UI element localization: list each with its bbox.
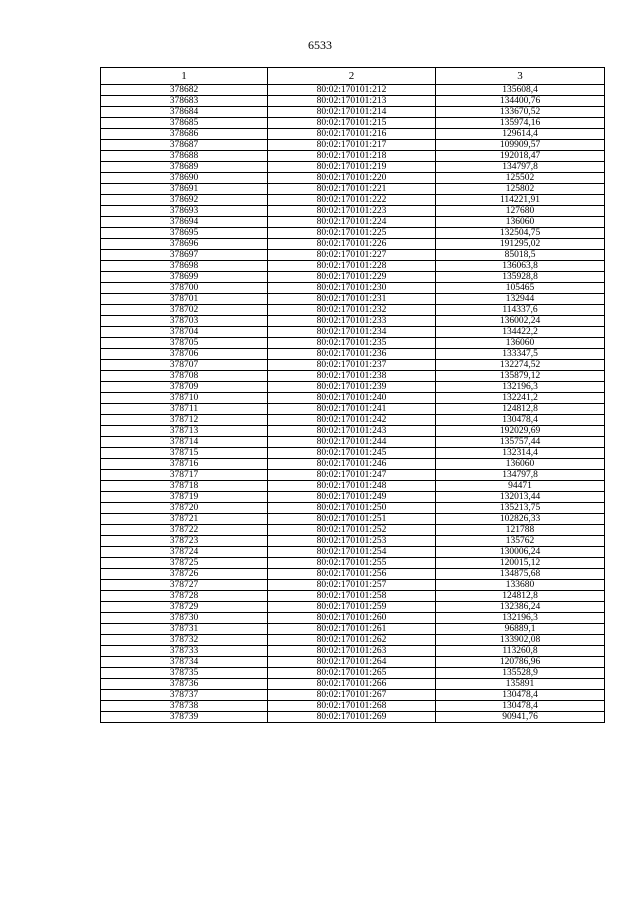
row-number-cell: 378682 — [101, 85, 268, 96]
table-row — [101, 118, 605, 129]
cadastral-number-cell: 80:02:170101:251 — [268, 514, 436, 525]
cadastral-number-cell: 80:02:170101:237 — [268, 360, 436, 371]
cadastral-value-cell: 191295,02 — [436, 239, 605, 250]
table-row — [101, 261, 605, 272]
cadastral-value-cell: 132274,52 — [436, 360, 605, 371]
cadastral-value-cell: 136060 — [436, 217, 605, 228]
cadastral-number-cell: 80:02:170101:265 — [268, 668, 436, 679]
row-number-cell: 378724 — [101, 547, 268, 558]
cadastral-value-cell: 133347,5 — [436, 349, 605, 360]
table-row — [101, 492, 605, 503]
cadastral-number-cell: 80:02:170101:240 — [268, 393, 436, 404]
table-row — [101, 426, 605, 437]
table-body — [101, 85, 605, 723]
row-number-cell: 378714 — [101, 437, 268, 448]
cadastral-number-cell: 80:02:170101:232 — [268, 305, 436, 316]
cadastral-number-cell: 80:02:170101:247 — [268, 470, 436, 481]
row-number-cell: 378726 — [101, 569, 268, 580]
cadastral-number-cell: 80:02:170101:258 — [268, 591, 436, 602]
row-number-cell: 378734 — [101, 657, 268, 668]
cadastral-number-cell: 80:02:170101:260 — [268, 613, 436, 624]
cadastral-value-cell: 94471 — [436, 481, 605, 492]
cadastral-number-cell: 80:02:170101:243 — [268, 426, 436, 437]
row-number-cell: 378689 — [101, 162, 268, 173]
cadastral-value-cell: 133670,52 — [436, 107, 605, 118]
row-number-cell: 378704 — [101, 327, 268, 338]
row-number-cell: 378691 — [101, 184, 268, 195]
cadastral-number-cell: 80:02:170101:254 — [268, 547, 436, 558]
cadastral-number-cell: 80:02:170101:250 — [268, 503, 436, 514]
table-row — [101, 613, 605, 624]
row-number-cell: 378709 — [101, 382, 268, 393]
row-number-cell: 378723 — [101, 536, 268, 547]
cadastral-value-cell: 130478,4 — [436, 415, 605, 426]
page-number: 6533 — [308, 38, 332, 52]
cadastral-value-cell: 132241,2 — [436, 393, 605, 404]
table-row — [101, 624, 605, 635]
row-number-cell: 378698 — [101, 261, 268, 272]
table-row — [101, 602, 605, 613]
row-number-cell: 378690 — [101, 173, 268, 184]
cadastral-number-cell: 80:02:170101:267 — [268, 690, 436, 701]
cadastral-number-cell: 80:02:170101:229 — [268, 272, 436, 283]
cadastral-number-cell: 80:02:170101:231 — [268, 294, 436, 305]
cadastral-value-cell: 124812,8 — [436, 404, 605, 415]
row-number-cell: 378706 — [101, 349, 268, 360]
table-row — [101, 228, 605, 239]
row-number-cell: 378685 — [101, 118, 268, 129]
row-number-cell: 378736 — [101, 679, 268, 690]
table-row — [101, 481, 605, 492]
cadastral-value-cell: 132504,75 — [436, 228, 605, 239]
cadastral-number-cell: 80:02:170101:249 — [268, 492, 436, 503]
cadastral-value-cell: 134797,8 — [436, 162, 605, 173]
row-number-cell: 378718 — [101, 481, 268, 492]
cadastral-value-cell: 136060 — [436, 459, 605, 470]
row-number-cell: 378684 — [101, 107, 268, 118]
cadastral-value-cell: 127680 — [436, 206, 605, 217]
table-row — [101, 635, 605, 646]
cadastral-number-cell: 80:02:170101:234 — [268, 327, 436, 338]
table-row — [101, 470, 605, 481]
row-number-cell: 378721 — [101, 514, 268, 525]
table-row — [101, 140, 605, 151]
cadastral-value-cell: 132386,24 — [436, 602, 605, 613]
column-header-2: 2 — [268, 68, 436, 85]
table-row — [101, 525, 605, 536]
cadastral-number-cell: 80:02:170101:263 — [268, 646, 436, 657]
row-number-cell: 378715 — [101, 448, 268, 459]
cadastral-number-cell: 80:02:170101:242 — [268, 415, 436, 426]
cadastral-value-cell: 129614,4 — [436, 129, 605, 140]
cadastral-number-cell: 80:02:170101:223 — [268, 206, 436, 217]
cadastral-number-cell: 80:02:170101:221 — [268, 184, 436, 195]
row-number-cell: 378737 — [101, 690, 268, 701]
table-row — [101, 162, 605, 173]
row-number-cell: 378696 — [101, 239, 268, 250]
cadastral-value-cell: 132944 — [436, 294, 605, 305]
cadastral-value-cell: 124812,8 — [436, 591, 605, 602]
cadastral-value-cell: 121788 — [436, 525, 605, 536]
cadastral-number-cell: 80:02:170101:222 — [268, 195, 436, 206]
row-number-cell: 378701 — [101, 294, 268, 305]
cadastral-value-cell: 132196,3 — [436, 382, 605, 393]
row-number-cell: 378683 — [101, 96, 268, 107]
row-number-cell: 378711 — [101, 404, 268, 415]
row-number-cell: 378717 — [101, 470, 268, 481]
row-number-cell: 378735 — [101, 668, 268, 679]
cadastral-number-cell: 80:02:170101:233 — [268, 316, 436, 327]
cadastral-value-cell: 125802 — [436, 184, 605, 195]
row-number-cell: 378720 — [101, 503, 268, 514]
cadastral-value-cell: 135891 — [436, 679, 605, 690]
cadastral-number-cell: 80:02:170101:244 — [268, 437, 436, 448]
cadastral-value-cell: 105465 — [436, 283, 605, 294]
cadastral-number-cell: 80:02:170101:256 — [268, 569, 436, 580]
cadastral-number-cell: 80:02:170101:268 — [268, 701, 436, 712]
table-row — [101, 96, 605, 107]
cadastral-value-cell: 135213,75 — [436, 503, 605, 514]
cadastral-number-cell: 80:02:170101:228 — [268, 261, 436, 272]
cadastral-number-cell: 80:02:170101:241 — [268, 404, 436, 415]
cadastral-number-cell: 80:02:170101:215 — [268, 118, 436, 129]
cadastral-value-cell: 109909,57 — [436, 140, 605, 151]
row-number-cell: 378692 — [101, 195, 268, 206]
cadastral-value-cell: 132013,44 — [436, 492, 605, 503]
cadastral-value-cell: 90941,76 — [436, 712, 605, 723]
cadastral-number-cell: 80:02:170101:245 — [268, 448, 436, 459]
table-row — [101, 415, 605, 426]
table-row — [101, 338, 605, 349]
cadastral-number-cell: 80:02:170101:218 — [268, 151, 436, 162]
cadastral-value-cell: 132314,4 — [436, 448, 605, 459]
cadastral-number-cell: 80:02:170101:239 — [268, 382, 436, 393]
cadastral-number-cell: 80:02:170101:224 — [268, 217, 436, 228]
row-number-cell: 378725 — [101, 558, 268, 569]
cadastral-value-cell: 102826,33 — [436, 514, 605, 525]
cadastral-value-cell: 133680 — [436, 580, 605, 591]
table-row — [101, 569, 605, 580]
table-header-row — [101, 68, 605, 85]
row-number-cell: 378713 — [101, 426, 268, 437]
cadastral-number-cell: 80:02:170101:230 — [268, 283, 436, 294]
table-row — [101, 184, 605, 195]
table-row — [101, 382, 605, 393]
table-row — [101, 239, 605, 250]
cadastral-value-cell: 120786,96 — [436, 657, 605, 668]
table-row — [101, 349, 605, 360]
cadastral-value-cell: 134422,2 — [436, 327, 605, 338]
row-number-cell: 378699 — [101, 272, 268, 283]
row-number-cell: 378719 — [101, 492, 268, 503]
cadastral-value-cell: 135928,8 — [436, 272, 605, 283]
table-row — [101, 195, 605, 206]
cadastral-number-cell: 80:02:170101:226 — [268, 239, 436, 250]
cadastral-number-cell: 80:02:170101:238 — [268, 371, 436, 382]
table-row — [101, 657, 605, 668]
row-number-cell: 378694 — [101, 217, 268, 228]
cadastral-value-cell: 135608,4 — [436, 85, 605, 96]
row-number-cell: 378700 — [101, 283, 268, 294]
table-row — [101, 217, 605, 228]
cadastral-number-cell: 80:02:170101:212 — [268, 85, 436, 96]
column-header-1: 1 — [101, 68, 268, 85]
cadastral-number-cell: 80:02:170101:225 — [268, 228, 436, 239]
table-row — [101, 536, 605, 547]
table-row — [101, 107, 605, 118]
cadastral-number-cell: 80:02:170101:255 — [268, 558, 436, 569]
row-number-cell: 378695 — [101, 228, 268, 239]
cadastral-number-cell: 80:02:170101:220 — [268, 173, 436, 184]
cadastral-value-cell: 135879,12 — [436, 371, 605, 382]
row-number-cell: 378707 — [101, 360, 268, 371]
cadastral-value-cell: 192029,69 — [436, 426, 605, 437]
cadastral-number-cell: 80:02:170101:236 — [268, 349, 436, 360]
cadastral-value-cell: 85018,5 — [436, 250, 605, 261]
row-number-cell: 378703 — [101, 316, 268, 327]
cadastral-value-cell: 135974,16 — [436, 118, 605, 129]
row-number-cell: 378728 — [101, 591, 268, 602]
cadastral-number-cell: 80:02:170101:269 — [268, 712, 436, 723]
cadastral-number-cell: 80:02:170101:248 — [268, 481, 436, 492]
table-row — [101, 558, 605, 569]
table-row — [101, 393, 605, 404]
cadastral-value-cell: 134797,8 — [436, 470, 605, 481]
cadastral-number-cell: 80:02:170101:235 — [268, 338, 436, 349]
table-row — [101, 712, 605, 723]
row-number-cell: 378739 — [101, 712, 268, 723]
cadastral-number-cell: 80:02:170101:264 — [268, 657, 436, 668]
cadastral-value-cell: 113260,8 — [436, 646, 605, 657]
table-row — [101, 206, 605, 217]
table-row — [101, 514, 605, 525]
cadastral-number-cell: 80:02:170101:257 — [268, 580, 436, 591]
table-row — [101, 272, 605, 283]
table-row — [101, 448, 605, 459]
cadastral-value-cell: 136063,8 — [436, 261, 605, 272]
cadastral-value-cell: 114337,6 — [436, 305, 605, 316]
table-row — [101, 129, 605, 140]
cadastral-value-cell: 120015,12 — [436, 558, 605, 569]
cadastral-number-cell: 80:02:170101:246 — [268, 459, 436, 470]
row-number-cell: 378738 — [101, 701, 268, 712]
cadastral-value-cell: 134400,76 — [436, 96, 605, 107]
table-row — [101, 250, 605, 261]
row-number-cell: 378727 — [101, 580, 268, 591]
table-row — [101, 437, 605, 448]
table-row — [101, 360, 605, 371]
cadastral-number-cell: 80:02:170101:213 — [268, 96, 436, 107]
cadastral-number-cell: 80:02:170101:266 — [268, 679, 436, 690]
table-row — [101, 305, 605, 316]
row-number-cell: 378716 — [101, 459, 268, 470]
cadastral-number-cell: 80:02:170101:259 — [268, 602, 436, 613]
cadastral-value-cell: 130478,4 — [436, 701, 605, 712]
cadastral-value-cell: 136060 — [436, 338, 605, 349]
cadastral-number-cell: 80:02:170101:227 — [268, 250, 436, 261]
cadastral-value-cell: 192018,47 — [436, 151, 605, 162]
row-number-cell: 378705 — [101, 338, 268, 349]
row-number-cell: 378730 — [101, 613, 268, 624]
row-number-cell: 378722 — [101, 525, 268, 536]
cadastral-number-cell: 80:02:170101:217 — [268, 140, 436, 151]
row-number-cell: 378697 — [101, 250, 268, 261]
row-number-cell: 378733 — [101, 646, 268, 657]
table-row — [101, 371, 605, 382]
row-number-cell: 378702 — [101, 305, 268, 316]
cadastral-number-cell: 80:02:170101:261 — [268, 624, 436, 635]
table-row — [101, 404, 605, 415]
table-row — [101, 580, 605, 591]
cadastral-value-cell: 133902,08 — [436, 635, 605, 646]
table-row — [101, 591, 605, 602]
row-number-cell: 378708 — [101, 371, 268, 382]
row-number-cell: 378710 — [101, 393, 268, 404]
cadastral-value-cell: 96889,1 — [436, 624, 605, 635]
table-row — [101, 85, 605, 96]
table-row — [101, 294, 605, 305]
cadastral-value-cell: 135757,44 — [436, 437, 605, 448]
row-number-cell: 378731 — [101, 624, 268, 635]
table-row — [101, 690, 605, 701]
table-row — [101, 459, 605, 470]
cadastral-value-cell: 135528,9 — [436, 668, 605, 679]
cadastral-value-cell: 125502 — [436, 173, 605, 184]
cadastral-value-cell: 132196,3 — [436, 613, 605, 624]
cadastral-value-cell: 135762 — [436, 536, 605, 547]
cadastral-value-cell: 130478,4 — [436, 690, 605, 701]
cadastral-number-cell: 80:02:170101:214 — [268, 107, 436, 118]
table-row — [101, 668, 605, 679]
table-row — [101, 547, 605, 558]
row-number-cell: 378729 — [101, 602, 268, 613]
table-row — [101, 701, 605, 712]
row-number-cell: 378712 — [101, 415, 268, 426]
table-row — [101, 679, 605, 690]
cadastral-value-table — [100, 67, 605, 723]
cadastral-value-cell: 114221,91 — [436, 195, 605, 206]
cadastral-number-cell: 80:02:170101:219 — [268, 162, 436, 173]
cadastral-value-cell: 130006,24 — [436, 547, 605, 558]
table-row — [101, 151, 605, 162]
cadastral-number-cell: 80:02:170101:216 — [268, 129, 436, 140]
table-row — [101, 646, 605, 657]
table-row — [101, 283, 605, 294]
cadastral-number-cell: 80:02:170101:262 — [268, 635, 436, 646]
cadastral-value-cell: 136002,24 — [436, 316, 605, 327]
table-row — [101, 173, 605, 184]
cadastral-number-cell: 80:02:170101:252 — [268, 525, 436, 536]
row-number-cell: 378686 — [101, 129, 268, 140]
row-number-cell: 378687 — [101, 140, 268, 151]
table-row — [101, 316, 605, 327]
row-number-cell: 378693 — [101, 206, 268, 217]
table-row — [101, 327, 605, 338]
cadastral-number-cell: 80:02:170101:253 — [268, 536, 436, 547]
table-row — [101, 503, 605, 514]
row-number-cell: 378732 — [101, 635, 268, 646]
row-number-cell: 378688 — [101, 151, 268, 162]
cadastral-value-cell: 134875,68 — [436, 569, 605, 580]
column-header-3: 3 — [436, 68, 605, 85]
